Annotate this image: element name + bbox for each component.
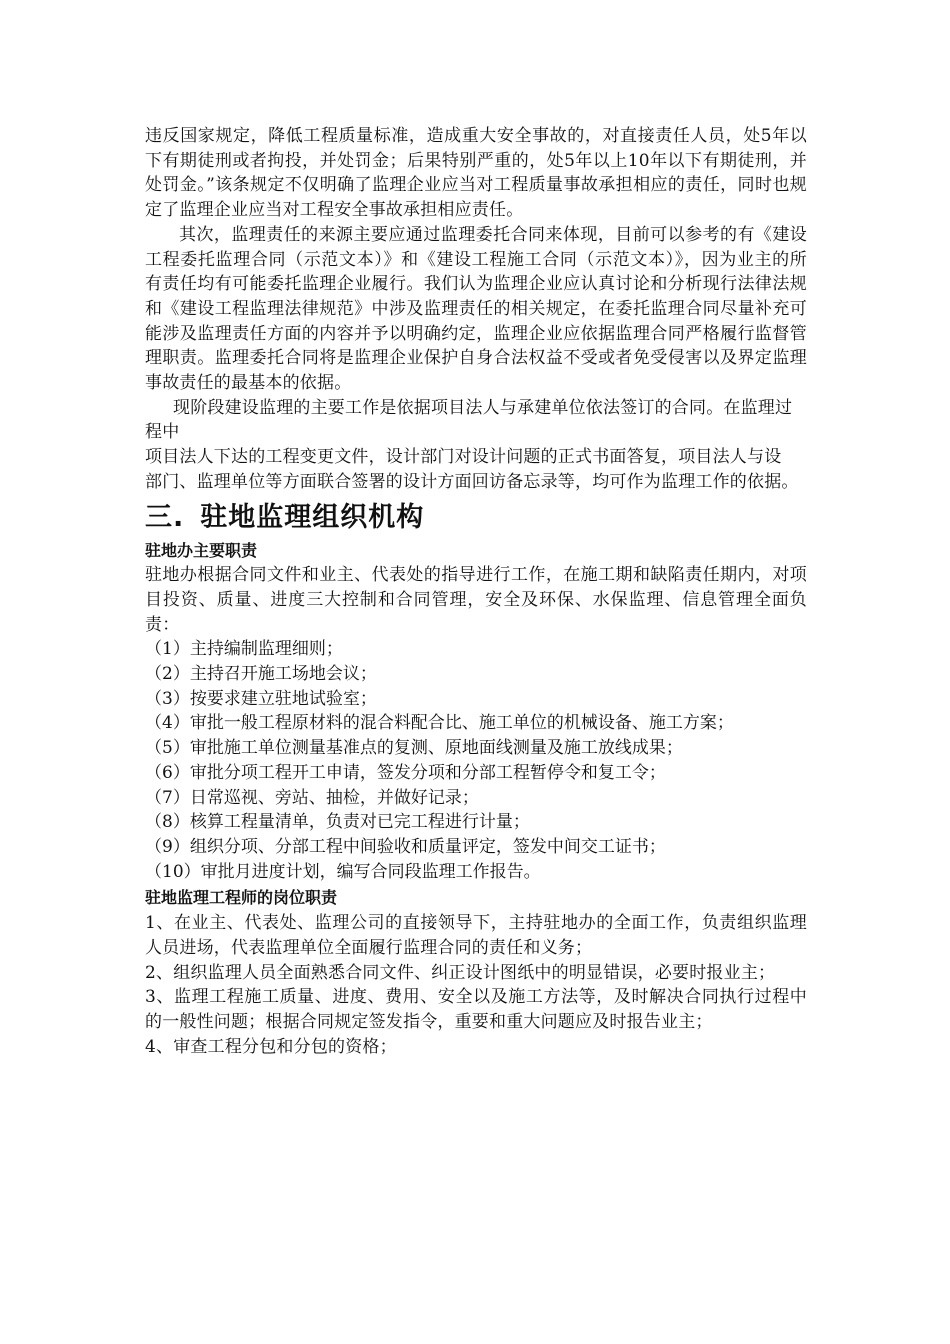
office-duties-list xyxy=(145,637,807,884)
list-item: 3、监理工程施工质量、进度、费用、安全以及施工方法等，及时解决合同执行过程中的一般性问题；根据合同规定签发指令，重要和重大问题应及时报告业主； xyxy=(145,987,807,1032)
paragraph-change-docs: 项目法人下达的工程变更文件，设计部门对设计问题的正式书面答复，项目法人与设 xyxy=(145,447,782,468)
list-item: （1）主持编制监理细则； xyxy=(145,639,343,660)
list-item: 2、组织监理人员全面熟悉合同文件、纠正设计图纸中的明显错误，必要时报业主； xyxy=(145,962,776,983)
list-item: （6）审批分项工程开工申请，签发分项和分部工程暂停令和复工令； xyxy=(145,762,666,783)
section-number: 三. xyxy=(145,501,185,533)
list-item: （3）按要求建立驻地试验室； xyxy=(145,688,377,709)
paragraph-joint-memo: 部门、监理单位等方面联合签署的设计方面回访备忘录等，均可作为监理工作的依据。 xyxy=(145,471,799,492)
section-heading-3 xyxy=(145,501,807,535)
document-page xyxy=(145,124,807,1059)
paragraph-current-work: 现阶段建设监理的主要工作是依据项目法人与承建单位依法签订的合同。在监理过程中 xyxy=(145,397,793,443)
paragraph-liability-law: 违反国家规定，降低工程质量标准，造成重大安全事故的，对直接责任人员，处5年以下有期徒刑或者拘投，并处罚金；后果特别严重的，处5年以上10年以下有期徒刑，并处罚金。”该条规定不仅明确了监理企业应当对工程质量事故承担相应的责任，同时也规定了监理企业应当对工程安全事故承担相应责任。 xyxy=(145,126,807,221)
engineer-duties-heading: 驻地监理工程师的岗位职责 xyxy=(145,888,338,908)
list-item: （4）审批一般工程原材料的混合料配合比、施工单位的机械设备、施工方案； xyxy=(145,713,734,734)
list-item: （2）主持召开施工场地会议； xyxy=(145,664,377,685)
list-item: （10）审批月进度计划，编写合同段监理工作报告。 xyxy=(145,861,541,882)
list-item: 1、在业主、代表处、监理公司的直接领导下，主持驻地办的全面工作，负责组织监理人员进场，代表监理单位全面履行监理合同的责任和义务； xyxy=(145,913,807,958)
office-duties-heading: 驻地办主要职责 xyxy=(145,540,258,560)
section-title: 驻地监理组织机构 xyxy=(200,501,425,533)
engineer-duties-list xyxy=(145,911,807,1059)
list-item: （8）核算工程量清单，负责对已完工程进行计量； xyxy=(145,812,530,833)
paragraph-contract-source: 其次，监理责任的来源主要应通过监理委托合同来体现，目前可以参考的有《建设工程委托监理合同（示范文本）》和《建设工程施工合同（示范文本）》，因为业主的所有责任均有可能委托监理企业履行。我们认为监理企业应认真讨论和分析现行法律法规和《建设工程监理法律规范》中涉及监理责任的相关规定，在委托监理合同尽量补充可能涉及监理责任方面的内容并予以明确约定，监理企业应依据监理合同严格履行监督管理职责。监理委托合同将是监理企业保护自身合法权益不受或者免受侵害以及界定监理事故责任的最基本的依据。 xyxy=(145,224,807,394)
list-item: （5）审批施工单位测量基准点的复测、原地面线测量及施工放线成果； xyxy=(145,738,683,759)
list-item: （9）组织分项、分部工程中间验收和质量评定，签发中间交工证书； xyxy=(145,836,666,857)
office-duties-intro: 驻地办根据合同文件和业主、代表处的指导进行工作，在施工期和缺陷责任期内，对项目投资、质量、进度三大控制和合同管理，安全及环保、水保监理、信息管理全面负责： xyxy=(145,565,807,635)
list-item: 4、审查工程分包和分包的资格； xyxy=(145,1036,397,1057)
list-item: （7）日常巡视、旁站、抽检，并做好记录； xyxy=(145,787,479,808)
